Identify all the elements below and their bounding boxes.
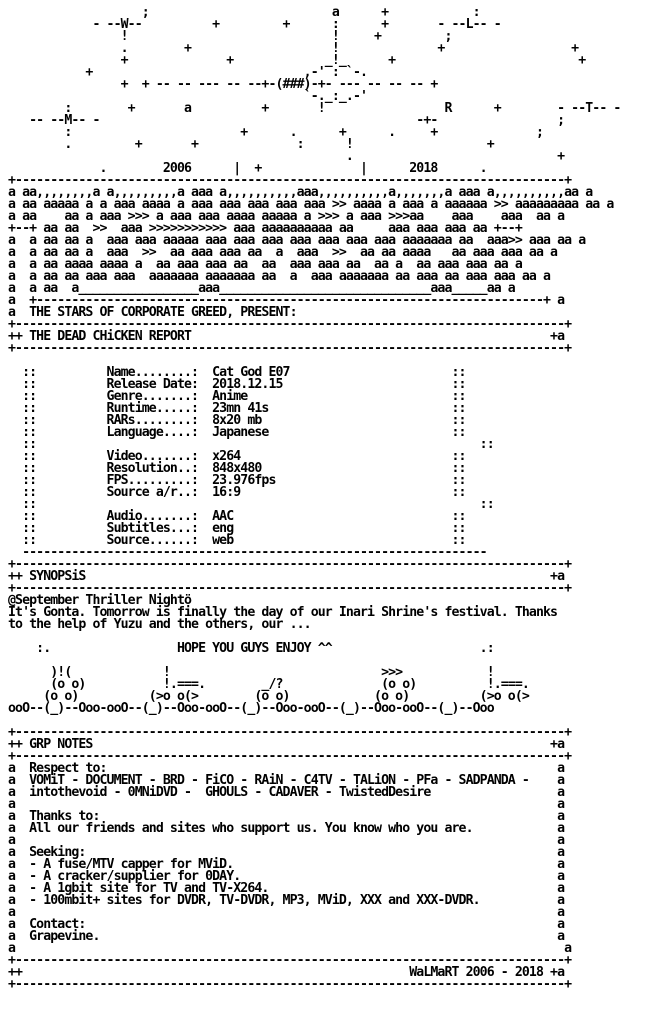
- logo-art-line: +------------------------------------------------------------------------------+: [8, 173, 572, 188]
- release-field: :: Release Date: 2018.12.15 ::: [8, 377, 466, 392]
- divider: ------------------------------------------------------------------: [8, 545, 487, 560]
- grp-line: a Seeking: a: [8, 845, 565, 860]
- header-art-line: : + . + . + ;: [8, 125, 544, 140]
- divider: +------------------------------------------------------------------------------+: [8, 953, 572, 968]
- owls-art-line: (o o) !.===. _/? (o o) !.===.: [8, 677, 529, 692]
- grp-line: a Respect to: a: [8, 761, 565, 776]
- header-art-line: : + a + ! R + - --T-- -: [8, 101, 621, 116]
- grp-line: a a: [8, 797, 565, 812]
- divider: +------------------------------------------------------------------------------+: [8, 581, 572, 596]
- synopsis-title: ++ SYNOPSiS +a: [8, 569, 565, 584]
- synopsis-line: It's Gonta. Tomorrow is finally the day of our Inari Shrine's festival. Thanks: [8, 605, 558, 620]
- header-art-line: + ,-' : `-.: [8, 65, 368, 80]
- grp-line: a a: [8, 833, 565, 848]
- divider: +------------------------------------------------------------------------------+: [8, 341, 572, 356]
- owls-art-line: ooO--(_)--Ooo-ooO--(_)--Ooo-ooO--(_)--Ooo-ooO--(_)--Ooo-ooO--(_)--Ooo: [8, 701, 494, 716]
- release-field: :: Genre.......: Anime ::: [8, 389, 466, 404]
- grp-line: a Grapevine. a: [8, 929, 565, 944]
- synopsis-line: @September Thriller Nightö: [8, 593, 192, 608]
- release-field: :: Source......: web ::: [8, 533, 466, 548]
- owls-art-line: )!( ! >>> !: [8, 665, 494, 680]
- grp-line: a - A 1gbit site for TV and TV-X264. a: [8, 881, 565, 896]
- header-art-line: + + _!_ + +: [8, 53, 586, 68]
- logo-art-line: a a aa a_________________aaa______________________________aaa_____aa a: [8, 281, 515, 296]
- release-field: :: Video.......: x264 ::: [8, 449, 466, 464]
- release-field: :: Language....: Japanese ::: [8, 425, 466, 440]
- grp-line: a - A cracker/supplier for 0DAY. a: [8, 869, 565, 884]
- release-field: :: Audio.......: AAC ::: [8, 509, 466, 524]
- divider: +------------------------------------------------------------------------------+: [8, 557, 572, 572]
- grp-line: a intothevoid - 0MNiDVD - GHOULS - CADAVER - TwistedDesire a: [8, 785, 565, 800]
- release-field: :: Subtitles...: eng ::: [8, 521, 466, 536]
- header-art-line: + + -- -- --- -- --+-(###)-+- --- -- -- -- +: [8, 77, 438, 92]
- synopsis-line: to the help of Yuzu and the others, our ...: [8, 617, 311, 632]
- logo-art-line: a aa aa a aaa >>> a aaa aaa aaaa aaaaa a >>> a aaa >>>aa aaa aaa aa a: [8, 209, 565, 224]
- divider: +------------------------------------------------------------------------------+: [8, 749, 572, 764]
- divider: +------------------------------------------------------------------------------+: [8, 317, 572, 332]
- header-art-line: ! ! + ;: [8, 29, 452, 44]
- nfo-document: [8, 7, 620, 991]
- owls-art-line: (o o) (>o o(> (o o) (o o) (>o o(>: [8, 689, 529, 704]
- logo-art-line: +--+ aa aa >> aaa >>>>>>>>>>> aaa aaaaaaaaaa aa aaa aaa aaa aa +--+: [8, 221, 522, 236]
- logo-art-line: a a aa aa aaa aaa aaaaaaa aaaaaaa aa a aaa aaaaaaa aa aaa aa aaa aaa aa a: [8, 269, 551, 284]
- release-field: :: Name........: Cat God E07 ::: [8, 365, 466, 380]
- release-field-spacer: :: ::: [8, 497, 494, 512]
- header-art-line: . + ! + +: [8, 41, 579, 56]
- logo-art-line: a a aa aa a aaa aaa aaaaa aaa aaa aaa aaa aaa aaa aaa aaaaaaa aa aaa>> aaa aa a: [8, 233, 586, 248]
- header-art-line: . + + : ! +: [8, 137, 494, 152]
- grp-line: a a: [8, 941, 572, 956]
- header-art-line: . +: [8, 149, 565, 164]
- release-field: :: RARs........: 8x20 mb ::: [8, 413, 466, 428]
- header-art-line: - --W-- + + : + - --L-- -: [8, 17, 501, 32]
- presents-heading: a THE STARS OF CORPORATE GREED, PRESENT:: [8, 305, 297, 320]
- grp-line: a a: [8, 905, 565, 920]
- grp-line: a All our friends and sites who support us. You know who you are. a: [8, 821, 565, 836]
- enjoy-line: :. HOPE YOU GUYS ENJOY ^^ .:: [8, 641, 494, 656]
- header-art-line: -- --M-- - -+- ;: [8, 113, 565, 128]
- logo-art-line: a aa,,,,,,,,a a,,,,,,,,,a aaa a,,,,,,,,,,aaa,,,,,,,,,,a,,,,,,,a aaa a,,,,,,,,,,aa a: [8, 185, 593, 200]
- grp-line: a - A fuse/MTV capper for MViD. a: [8, 857, 565, 872]
- header-art-line: ; a + :: [8, 5, 480, 20]
- logo-art-line: a +------------------------------------------------------------------------+ a: [8, 293, 565, 308]
- grp-line: a VOMiT - DOCUMENT - BRD - FiCO - RAiN - C4TV - TALiON - PFa - SADPANDA - a: [8, 773, 565, 788]
- release-title: ++ THE DEAD CHiCKEN REPORT +a: [8, 329, 565, 344]
- footer: ++ WaLMaRT 2006 - 2018 +a: [8, 965, 565, 980]
- grp-line: a - 100mbit+ sites for DVDR, TV-DVDR, MP3, MViD, XXX and XXX-DVDR. a: [8, 893, 565, 908]
- divider: +------------------------------------------------------------------------------+: [8, 977, 572, 992]
- header-art-line: . 2006 | + | 2018 .: [8, 161, 487, 176]
- header-art-line: `-._:_.-': [8, 89, 368, 104]
- grp-title: ++ GRP NOTES +a: [8, 737, 565, 752]
- release-field: :: Runtime.....: 23mn 41s ::: [8, 401, 466, 416]
- release-field: :: Source a/r..: 16:9 ::: [8, 485, 466, 500]
- release-field: :: Resolution..: 848x480 ::: [8, 461, 466, 476]
- logo-art-line: a aa aaaaa a a aaa aaaa a aaa aaa aaa aaa aaa >> aaaa a aaa a aaaaaa >> aaaaaaaaa aa a: [8, 197, 614, 212]
- release-field: :: FPS.........: 23.976fps ::: [8, 473, 466, 488]
- logo-art-line: a a aa aaaa aaaa a aa aaa aaa aa aa aaa aaa aa aa a aa aaa aaa aa a: [8, 257, 522, 272]
- grp-line: a Thanks to: a: [8, 809, 565, 824]
- grp-line: a Contact: a: [8, 917, 565, 932]
- logo-art-line: a a aa aa a aaa >> aa aaa aaa aa a aaa >> aa aa aaaa aa aaa aaa aa a: [8, 245, 558, 260]
- release-field-spacer: :: ::: [8, 437, 494, 452]
- divider: +------------------------------------------------------------------------------+: [8, 725, 572, 740]
